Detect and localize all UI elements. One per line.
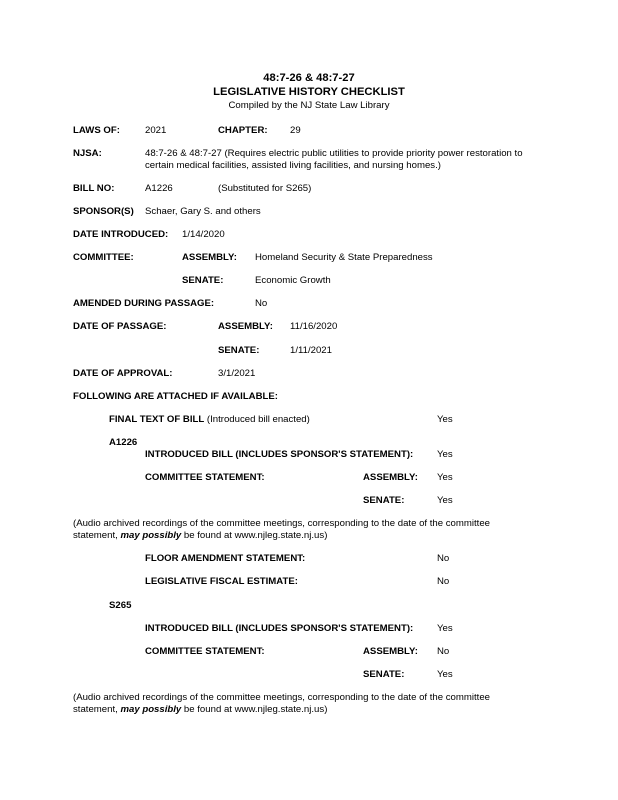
audio-note-suffix: be found at www.njleg.state.nj.us) (181, 530, 328, 541)
committee-senate-label: SENATE: (182, 275, 224, 286)
a1226-committee-senate-label: SENATE: (363, 495, 405, 506)
final-text-value: Yes (437, 414, 453, 425)
audio-note-emphasis: may possibly (120, 704, 182, 715)
audio-note-1-line2 (73, 530, 327, 542)
bill-no-value: A1226 (145, 183, 173, 194)
committee-assembly-value: Homeland Security & State Preparedness (255, 252, 433, 263)
chapter-label: CHAPTER: (218, 125, 268, 136)
audio-note-emphasis: may possibly (120, 530, 182, 541)
s265-committee-senate-value: Yes (437, 669, 453, 680)
floor-amendment-value: No (437, 553, 450, 564)
floor-amendment-label: FLOOR AMENDMENT STATEMENT: (145, 553, 306, 564)
s265-committee-assembly-label: ASSEMBLY: (363, 646, 418, 657)
fiscal-estimate-value: No (437, 576, 450, 587)
committee-assembly-label: ASSEMBLY: (182, 252, 237, 263)
a1226-introduced-value: Yes (437, 449, 453, 460)
chapter-value: 29 (290, 125, 301, 136)
s265-committee-senate-label: SENATE: (363, 669, 405, 680)
doc-title: LEGISLATIVE HISTORY CHECKLIST (213, 86, 405, 98)
s265-introduced-value: Yes (437, 623, 453, 634)
s265-label: S265 (109, 600, 132, 611)
sponsor-value: Schaer, Gary S. and others (145, 206, 261, 217)
laws-of-value: 2021 (145, 125, 167, 136)
a1226-committee-senate-value: Yes (437, 495, 453, 506)
s265-introduced-label: INTRODUCED BILL (INCLUDES SPONSOR'S STATEMENT): (145, 623, 414, 634)
passage-assembly-label: ASSEMBLY: (218, 321, 273, 332)
date-introduced-label: DATE INTRODUCED: (73, 229, 169, 240)
passage-senate-value: 1/11/2021 (290, 345, 332, 356)
njsa-description-line2: certain medical facilities, assisted living facilities, and nursing homes.) (145, 160, 441, 171)
date-of-passage-label: DATE OF PASSAGE: (73, 321, 167, 332)
date-of-approval-label: DATE OF APPROVAL: (73, 368, 173, 379)
laws-of-label: LAWS OF: (73, 125, 120, 136)
audio-note-prefix: statement, (73, 704, 121, 715)
final-text-row (109, 414, 310, 426)
committee-label: COMMITTEE: (73, 252, 134, 263)
passage-assembly-value: 11/16/2020 (290, 321, 338, 332)
audio-note-prefix: statement, (73, 530, 121, 541)
a1226-label: A1226 (109, 437, 138, 448)
a1226-committee-label: COMMITTEE STATEMENT: (145, 472, 265, 483)
a1226-introduced-label: INTRODUCED BILL (INCLUDES SPONSOR'S STATEMENT): (145, 449, 414, 460)
date-introduced-value: 1/14/2020 (182, 229, 225, 240)
audio-note-suffix: be found at www.njleg.state.nj.us) (181, 704, 328, 715)
audio-note-2-line2 (73, 704, 327, 716)
bill-substitution-note: (Substituted for S265) (218, 183, 312, 194)
s265-committee-label: COMMITTEE STATEMENT: (145, 646, 265, 657)
audio-note-2-line1: (Audio archived recordings of the committee meetings, corresponding to the date of the committee (73, 692, 491, 703)
final-text-label: FINAL TEXT OF BILL (109, 414, 205, 425)
committee-senate-value: Economic Growth (255, 275, 331, 286)
njsa-label: NJSA: (73, 148, 102, 159)
a1226-committee-assembly-value: Yes (437, 472, 453, 483)
audio-note-1-line1: (Audio archived recordings of the committee meetings, corresponding to the date of the committee (73, 518, 491, 529)
amended-value: No (255, 298, 268, 309)
a1226-committee-assembly-label: ASSEMBLY: (363, 472, 418, 483)
s265-committee-assembly-value: No (437, 646, 450, 657)
fiscal-estimate-label: LEGISLATIVE FISCAL ESTIMATE: (145, 576, 298, 587)
amended-label: AMENDED DURING PASSAGE: (73, 298, 215, 309)
njsa-description-line1: 48:7-26 & 48:7-27 (Requires electric public utilities to provide priority power restoration to (145, 148, 523, 159)
final-text-note: (Introduced bill enacted) (206, 414, 310, 425)
following-attached-heading: FOLLOWING ARE ATTACHED IF AVAILABLE: (73, 391, 278, 402)
sponsor-label: SPONSOR(S) (73, 206, 134, 217)
doc-title-statutes: 48:7-26 & 48:7-27 (263, 72, 355, 84)
date-of-approval-value: 3/1/2021 (218, 368, 256, 379)
bill-no-label: BILL NO: (73, 183, 115, 194)
compiled-by: Compiled by the NJ State Law Library (228, 100, 390, 111)
passage-senate-label: SENATE: (218, 345, 260, 356)
